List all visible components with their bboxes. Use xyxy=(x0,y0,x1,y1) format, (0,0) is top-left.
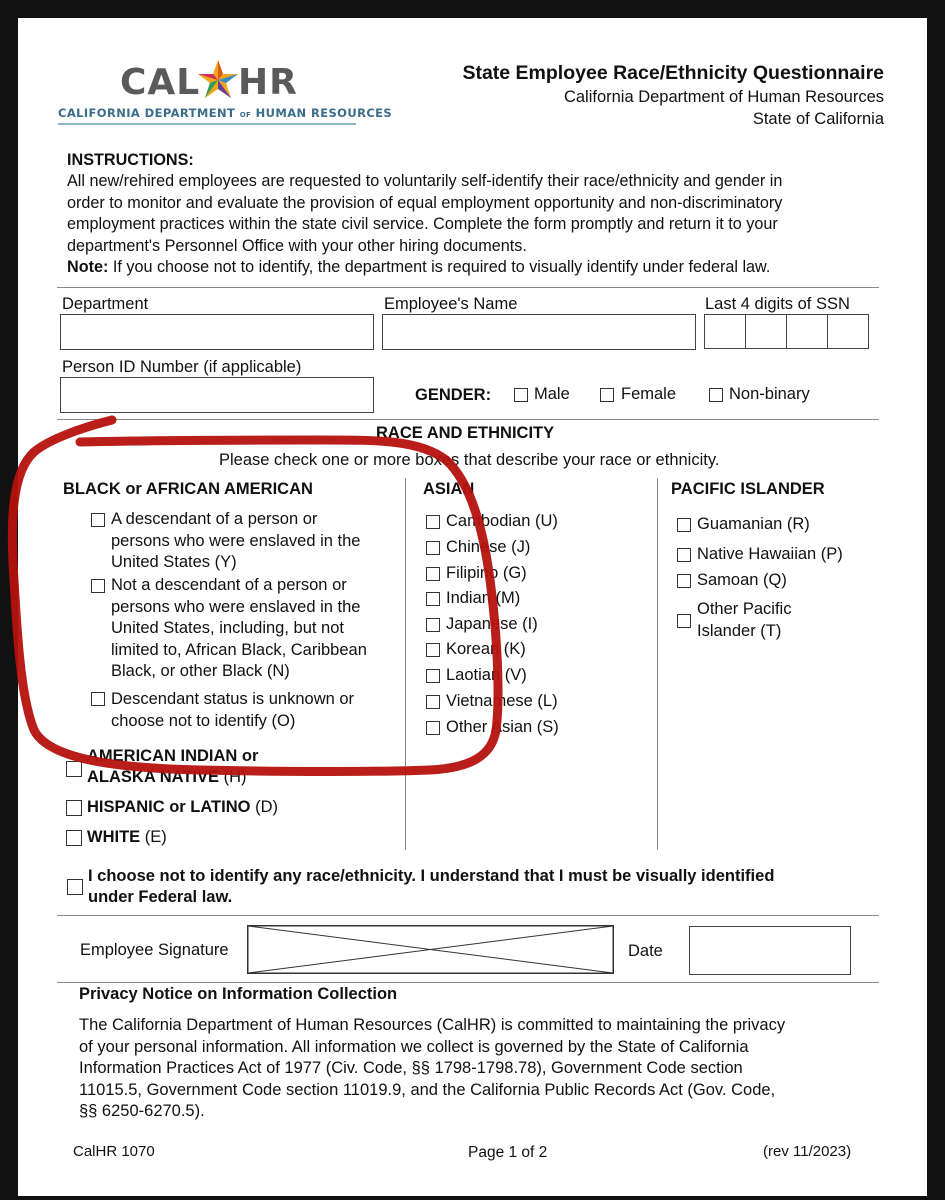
pacific-other-checkbox[interactable] xyxy=(677,614,691,628)
asian-laotian-checkbox[interactable] xyxy=(426,669,440,683)
option-label: Other Pacific xyxy=(697,600,792,618)
american-indian-checkbox[interactable] xyxy=(66,761,82,777)
option-label: persons who were enslaved in the xyxy=(111,597,361,616)
pacific-hawaiian-checkbox[interactable] xyxy=(677,548,691,562)
privacy-line: The California Department of Human Resources (CalHR) is committed to maintaining the privacy xyxy=(79,1016,786,1034)
column-divider xyxy=(657,478,658,850)
option-label: persons who were enslaved in the xyxy=(111,531,361,550)
instructions-line: order to monitor and evaluate the provision of equal employment opportunity and non-discriminatory xyxy=(67,193,783,212)
decline-checkbox[interactable] xyxy=(67,879,83,895)
option-label: Not a descendant of a person or xyxy=(111,576,347,594)
decline-label: I choose not to identify any race/ethnicity. I understand that I must be visually identified xyxy=(88,867,775,885)
divider xyxy=(57,287,879,288)
option-label: United States, including, but not xyxy=(111,619,344,637)
ssn-digit-field[interactable] xyxy=(745,314,787,349)
option-label: Chinese (J) xyxy=(446,538,531,556)
option-label: Korean (K) xyxy=(446,640,526,658)
option-label: Native Hawaiian (P) xyxy=(697,545,843,563)
logo-underline xyxy=(58,123,356,125)
divider xyxy=(57,915,879,916)
instructions-note: Note: If you choose not to identify, the department is required to visually identify under federal law. xyxy=(67,258,771,276)
signature-label: Employee Signature xyxy=(80,941,229,959)
revision: (rev 11/2023) xyxy=(763,1143,852,1160)
asian-japanese-checkbox[interactable] xyxy=(426,618,440,632)
asian-chinese-checkbox[interactable] xyxy=(426,541,440,555)
option-label: Laotian (V) xyxy=(446,666,527,684)
employee-name-label: Employee's Name xyxy=(384,295,518,313)
department-name: California Department of Human Resources xyxy=(563,88,884,106)
ssn-digit-field[interactable] xyxy=(704,314,746,349)
option-label: Other Asian (S) xyxy=(446,718,559,736)
instructions-line: department's Personnel Office with your other hiring documents. xyxy=(67,236,527,255)
gender-option-label: Non-binary xyxy=(729,385,810,403)
divider xyxy=(57,982,879,983)
department-label: Department xyxy=(62,295,149,313)
option-label: Vietnamese (L) xyxy=(446,692,558,710)
calhr-star-icon xyxy=(196,58,240,102)
privacy-line: of your personal information. All information we collect is governed by the State of California xyxy=(79,1037,749,1056)
american-indian-label: AMERICAN INDIAN or xyxy=(87,747,259,765)
option-label: choose not to identify (O) xyxy=(111,711,296,730)
american-indian-label: ALASKA NATIVE (H) xyxy=(87,768,247,786)
black-not-descendant-checkbox[interactable] xyxy=(91,579,105,593)
hispanic-checkbox[interactable] xyxy=(66,800,82,816)
race-instruction: Please check one or more boxes that describe your race or ethnicity. xyxy=(219,451,720,469)
black-descendant-checkbox[interactable] xyxy=(91,513,105,527)
instructions-line: All new/rehired employees are requested to voluntarily self-identify their race/ethnicity and gender in xyxy=(67,172,783,190)
column-divider xyxy=(405,478,406,850)
gender-nonbinary-checkbox[interactable] xyxy=(709,388,723,402)
option-label: Indian (M) xyxy=(446,589,521,607)
option-label: Cambodian (U) xyxy=(446,512,558,530)
asian-other-checkbox[interactable] xyxy=(426,721,440,735)
race-heading: RACE AND ETHNICITY xyxy=(376,424,555,442)
black-heading: BLACK or AFRICAN AMERICAN xyxy=(63,480,313,498)
privacy-heading: Privacy Notice on Information Collection xyxy=(79,985,398,1003)
black-unknown-checkbox[interactable] xyxy=(91,692,105,706)
option-label: Samoan (Q) xyxy=(697,571,787,589)
hispanic-label: HISPANIC or LATINO (D) xyxy=(87,798,278,816)
asian-cambodian-checkbox[interactable] xyxy=(426,515,440,529)
option-label: Islander (T) xyxy=(697,621,782,640)
option-label: limited to, African Black, Caribbean xyxy=(111,640,367,659)
instructions-heading: INSTRUCTIONS: xyxy=(67,151,194,169)
asian-indian-checkbox[interactable] xyxy=(426,592,440,606)
divider xyxy=(57,419,879,420)
date-field[interactable] xyxy=(689,926,851,975)
white-checkbox[interactable] xyxy=(66,830,82,846)
logo-text-hr: HR xyxy=(238,62,298,103)
asian-heading: ASIAN xyxy=(423,480,475,498)
privacy-line: 11015.5, Government Code section 11019.9, and the California Public Records Act (Gov. Code, xyxy=(79,1080,776,1099)
option-label: Filipino (G) xyxy=(446,564,527,582)
gender-option-label: Female xyxy=(621,385,677,403)
gender-female-checkbox[interactable] xyxy=(600,388,614,402)
employee-name-field[interactable] xyxy=(382,314,696,350)
gender-label: GENDER: xyxy=(415,386,492,404)
person-id-field[interactable] xyxy=(60,377,374,413)
white-label: WHITE (E) xyxy=(87,828,167,846)
asian-filipino-checkbox[interactable] xyxy=(426,567,440,581)
option-label: A descendant of a person or xyxy=(111,510,318,528)
privacy-line: Information Practices Act of 1977 (Civ. Code, §§ 1798-1798.78), Government Code section xyxy=(79,1059,743,1077)
page-number: Page 1 of 2 xyxy=(468,1144,548,1161)
option-label: Japanese (I) xyxy=(446,615,538,633)
asian-vietnamese-checkbox[interactable] xyxy=(426,695,440,709)
option-label: Descendant status is unknown or xyxy=(111,690,355,708)
form-id: CalHR 1070 xyxy=(73,1143,155,1160)
pacific-guamanian-checkbox[interactable] xyxy=(677,518,691,532)
department-field[interactable] xyxy=(60,314,374,350)
person-id-label: Person ID Number (if applicable) xyxy=(62,358,302,376)
ssn-digit-field[interactable] xyxy=(786,314,828,349)
signature-field[interactable] xyxy=(247,925,614,974)
gender-male-checkbox[interactable] xyxy=(514,388,528,402)
decline-label: under Federal law. xyxy=(88,888,233,906)
option-label: Guamanian (R) xyxy=(697,515,810,533)
pacific-heading: PACIFIC ISLANDER xyxy=(671,480,825,498)
date-label: Date xyxy=(628,942,663,960)
pacific-samoan-checkbox[interactable] xyxy=(677,574,691,588)
logo-text-cal: CAL xyxy=(120,62,201,103)
form-title: State Employee Race/Ethnicity Questionnaire xyxy=(462,62,884,84)
option-label: United States (Y) xyxy=(111,553,237,571)
state-name: State of California xyxy=(752,110,884,128)
instructions-line: employment practices within the state civil service. Complete the form promptly and return it to your xyxy=(67,215,778,233)
privacy-line: §§ 6250-6270.5). xyxy=(79,1102,205,1120)
logo-subtitle: CALIFORNIA DEPARTMENT OF HUMAN RESOURCES xyxy=(58,106,393,120)
option-label: Black, or other Black (N) xyxy=(111,662,290,680)
ssn-digit-field[interactable] xyxy=(827,314,869,349)
ssn-label: Last 4 digits of SSN xyxy=(705,295,850,313)
gender-option-label: Male xyxy=(534,385,570,403)
asian-korean-checkbox[interactable] xyxy=(426,643,440,657)
